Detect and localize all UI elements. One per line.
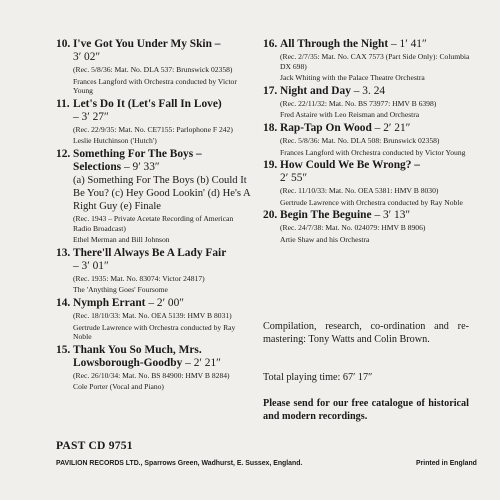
track-duration: – 2′ 21″ [374, 121, 411, 134]
track-title-wrap [73, 38, 220, 51]
track-number: 14. [56, 296, 71, 309]
track-item [56, 297, 252, 342]
recording-details: (Rec. 11/10/33: Mat. No. OEA 5381: HMV B 8030) [280, 186, 439, 196]
track-title-line [56, 98, 252, 111]
track-duration: 3′ 02″ [73, 51, 101, 63]
track-title: Let's Do It (Let's Fall In Love) [73, 97, 222, 110]
track-title: Night and Day [280, 84, 351, 97]
track-title-wrap [280, 122, 410, 135]
track-list-left [56, 38, 252, 394]
track-title-wrap [280, 85, 385, 98]
track-number: 13. [56, 246, 71, 259]
track-duration: – 1′ 41″ [391, 38, 427, 50]
track-title-wrap [280, 38, 427, 51]
credits-text: Compilation, research, co-ordination and re-mastering: Tony Watts and Colin Brown. [263, 321, 469, 345]
catalogue-number: PAST CD 9751 [56, 439, 133, 452]
performers: Ethel Merman and Bill Johnson [73, 235, 170, 245]
performers: Leslie Hutchinson ('Hutch') [73, 136, 157, 146]
track-title-line [263, 209, 473, 222]
track-item [263, 122, 473, 157]
performers: Artie Shaw and his Orchestra [280, 234, 370, 244]
performers: Fred Astaire with Leo Reisman and Orchestra [280, 110, 420, 120]
track-number: 10. [56, 38, 71, 50]
track-item [56, 98, 252, 146]
track-title: Begin The Beguine [280, 209, 372, 222]
track-title-line [56, 357, 252, 370]
track-number-spacer [56, 357, 73, 370]
track-title: Thank You So Much, Mrs. [73, 343, 202, 356]
printed-in: Printed in England [416, 460, 477, 467]
track-title: I've Got You Under My Skin – [73, 38, 221, 50]
track-number: 19. [263, 159, 278, 172]
track-title: Nymph Errant [73, 296, 146, 309]
performers: Frances Langford with Orchestra conducted by Victor Young [73, 76, 237, 96]
track-title: Something For The Boys – [73, 147, 202, 160]
performers: Gertrude Lawrence with Orchestra conducted by Ray Noble [280, 197, 463, 207]
track-title: How Could We Be Wrong? – [280, 159, 420, 172]
track-title: Selections [73, 160, 122, 173]
track-number: 20. [263, 209, 278, 222]
track-duration-line [56, 51, 252, 64]
recording-details: (Rec. 5/8/36: Mat. No. DLA 537: Brunswick 02358) [73, 65, 233, 74]
track-title-wrap [280, 209, 410, 222]
track-title-line [56, 148, 252, 161]
track-title: There'll Always Be A Lady Fair [73, 246, 227, 259]
recording-details: (Rec. 22/9/35: Mat. No. CE7155: Parlophone F 242) [73, 124, 233, 134]
track-title-line [56, 344, 252, 357]
track-title-line [263, 85, 473, 98]
track-number-spacer [56, 161, 73, 174]
recording-details: (Rec. 1935: Mat. No. 83074: Victor 24817) [73, 273, 205, 283]
track-number: 12. [56, 147, 71, 160]
track-duration: – 2′ 00″ [148, 296, 185, 309]
track-item [263, 85, 473, 120]
track-contents: (a) Something For The Boys (b) Could It Be You? (c) Hey Good Lookin' (d) He's A Right Guy (e) Finale [73, 174, 251, 212]
track-list-right [263, 38, 473, 247]
performers: Cole Porter (Vocal and Piano) [73, 382, 164, 392]
recording-details: (Rec. 26/10/34: Mat. No. BS 84900: HMV B 8284) [73, 370, 230, 380]
track-title-wrap [73, 148, 202, 161]
recording-details: (Rec. 18/10/33: Mat. No. OEA 5139: HMV B 8031) [73, 310, 232, 320]
track-item [56, 247, 252, 295]
track-duration: – 3′ 01″ [73, 259, 109, 272]
recording-details: (Rec. 24/7/38: Mat. No. 024079: HMV B 8906) [280, 223, 426, 233]
recording-details: (Rec. 22/11/32: Mat. No. BS 73977: HMV B 6398) [280, 98, 437, 108]
track-duration: – 3′ 13″ [374, 209, 411, 222]
track-item [56, 148, 252, 245]
performers: Frances Langford with Orchestra conducted by Victor Young [280, 147, 466, 157]
track-title: Rap-Tap On Wood [280, 121, 372, 134]
track-item [56, 344, 252, 392]
track-title-wrap [73, 247, 226, 260]
track-duration: – 2′ 21″ [185, 356, 221, 369]
track-title-wrap [73, 344, 202, 357]
label-address: PAVILION RECORDS LTD., Sparrows Green, Wadhurst, E. Sussex, England. [56, 460, 303, 467]
track-title-wrap [73, 297, 184, 310]
track-title-wrap [73, 357, 221, 370]
recording-details: (Rec. 2/7/35: Mat. No. CAX 7573 (Part Side Only): Columbia DX 698) [280, 52, 470, 71]
performers: The 'Anything Goes' Foursome [73, 285, 168, 295]
track-title: Lowsborough-Goodby [73, 356, 183, 369]
recording-details: (Rec. 1943 – Private Acetate Recording of American Radio Broadcast) [73, 213, 234, 233]
track-title-line [263, 38, 473, 51]
track-number: 16. [263, 38, 278, 50]
track-item [263, 209, 473, 244]
track-item [263, 159, 473, 207]
total-playing-time: Total playing time: 67′ 17″ [263, 372, 373, 383]
track-title-wrap [73, 98, 222, 111]
performers: Gertrude Lawrence with Orchestra conducted by Ray Noble [73, 322, 236, 342]
track-duration: – 9′ 33″ [123, 160, 160, 173]
track-duration-line [56, 111, 252, 124]
track-duration: – 3. 24 [353, 84, 386, 97]
track-title-wrap [280, 159, 420, 172]
performers: Jack Whiting with the Palace Theatre Orchestra [280, 73, 425, 83]
track-number: 11. [56, 97, 70, 110]
track-title-wrap [73, 161, 160, 174]
track-item [56, 38, 252, 96]
track-number: 18. [263, 121, 278, 134]
track-item [263, 38, 473, 83]
track-title-line [56, 247, 252, 260]
track-title-line [56, 297, 252, 310]
track-duration: – 3′ 27″ [73, 110, 109, 123]
track-number: 15. [56, 343, 71, 356]
track-duration-line [56, 260, 252, 273]
track-number: 17. [263, 84, 278, 97]
track-title-line [56, 161, 252, 174]
track-title-line [263, 159, 473, 172]
track-title-line [263, 122, 473, 135]
catalogue-note: Please send for our free catalogue of historical and modern recordings. [263, 398, 469, 422]
track-title: All Through the Night [280, 38, 389, 50]
track-title-line [56, 38, 252, 51]
track-duration: 2′ 55″ [280, 172, 308, 185]
track-duration-line [263, 172, 473, 185]
recording-details: (Rec. 5/8/36: Mat. No. DLA 508: Brunswick 02358) [280, 135, 440, 145]
